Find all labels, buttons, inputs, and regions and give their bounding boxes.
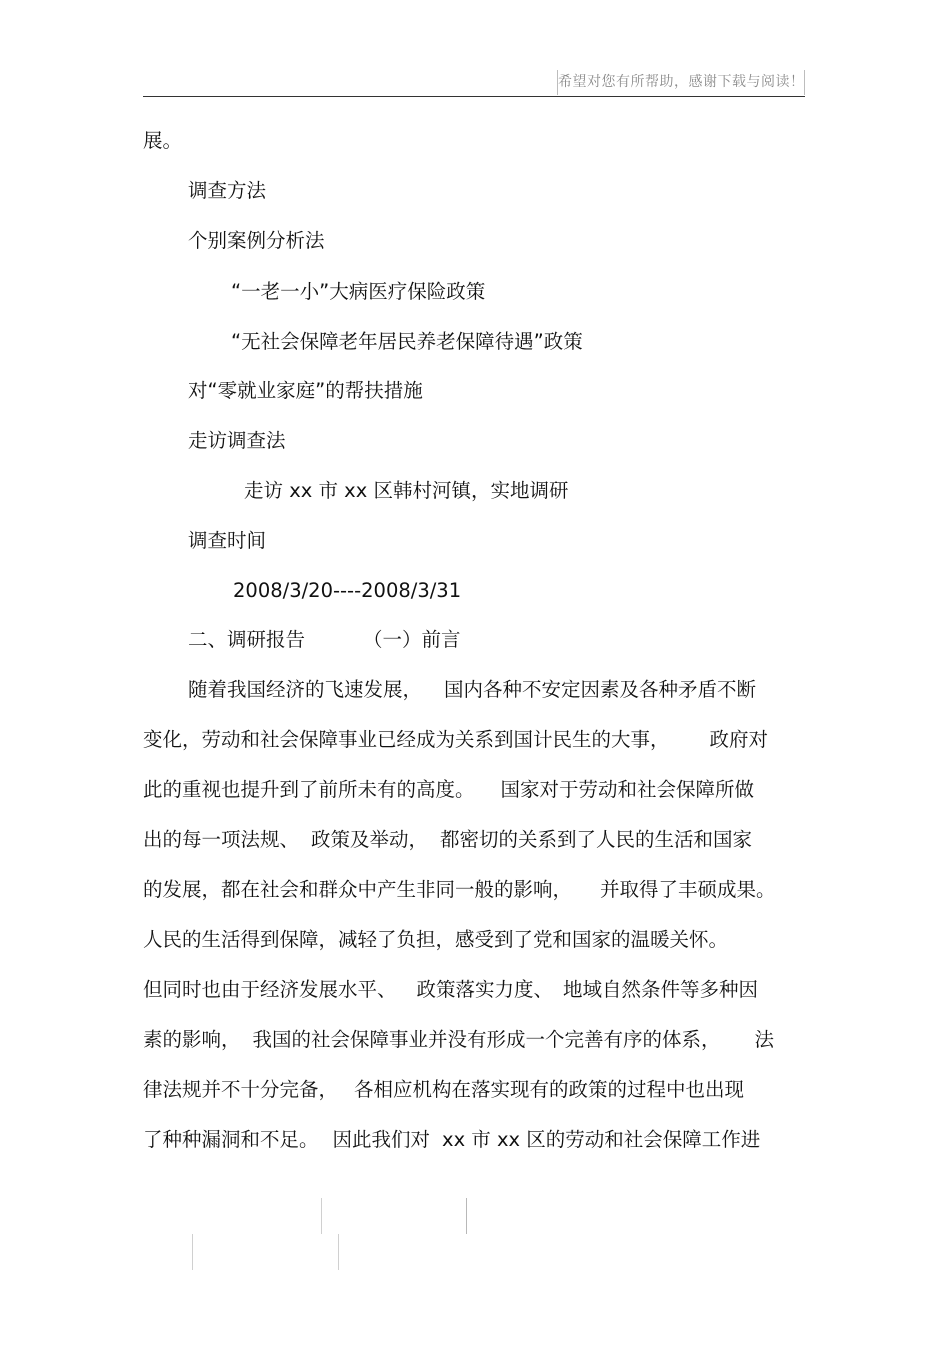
paragraph-line [143, 1027, 774, 1053]
text-segment: 国家对于劳动和社会保障所做 [500, 778, 755, 801]
header-note: 希望对您有所帮助，感谢下载与阅读！ [557, 70, 805, 95]
paragraph-line [143, 977, 758, 1003]
paragraph-line: 人民的生活得到保障，减轻了负担，感受到了党和国家的温暖关怀。 [143, 928, 729, 951]
date-range: 2008/3/20----2008/3/31 [233, 579, 462, 602]
text-segment: 出的每一项法规、 [143, 828, 300, 851]
scan-artifact-line [192, 1234, 193, 1270]
subsection-heading: 个别案例分析法 [188, 229, 325, 252]
scan-artifact-line [338, 1234, 339, 1270]
text-segment: 此的重视也提升到了前所未有的高度。 [143, 778, 475, 801]
text-segment: 政策落实力度、 [416, 978, 554, 1001]
text-segment: 我国的社会保障事业并没有形成一个完善有序的体系， [252, 1028, 721, 1051]
list-item: “无社会保障老年居民养老保障待遇”政策 [231, 330, 583, 353]
paragraph-line [143, 727, 768, 753]
section-heading: 调查方法 [188, 179, 267, 202]
text-segment: 变化，劳动和社会保障事业已经成为关系到国计民生的大事， [143, 728, 670, 751]
text-segment: 并取得了丰硕成果。 [600, 878, 776, 901]
paragraph-line [143, 877, 776, 903]
scan-artifact-line [466, 1198, 467, 1234]
list-item: “一老一小”大病医疗保险政策 [231, 280, 486, 303]
text-segment: xx 市 xx 区的劳动和社会保障工作进 [442, 1128, 761, 1151]
text-segment: 律法规并不十分完备， [143, 1078, 339, 1101]
paragraph-line [143, 827, 752, 853]
paragraph-line [188, 677, 756, 703]
list-item: 对“零就业家庭”的帮扶措施 [188, 379, 423, 402]
scan-artifact-line [321, 1198, 322, 1234]
text-segment: 各相应机构在落实现有的政策的过程中也出现 [354, 1078, 745, 1101]
text-segment: 了种种漏洞和不足。 [143, 1128, 319, 1151]
text-segment: 但同时也由于经济发展水平、 [143, 978, 397, 1001]
report-title: 二、调研报告 [188, 628, 306, 651]
paragraph-line [143, 777, 754, 803]
text-line: 展。 [143, 129, 183, 152]
report-heading [188, 627, 461, 653]
text-segment: 政策及举动， [311, 828, 429, 851]
paragraph-line [143, 1077, 744, 1103]
text-segment: 法 [754, 1028, 775, 1051]
header-rule [143, 96, 805, 97]
paragraph-line [143, 1127, 760, 1153]
text-segment: 随着我国经济的飞速发展， [188, 678, 423, 701]
text-segment: 地域自然条件等多种因 [563, 978, 759, 1001]
text-segment: 素的影响， [143, 1028, 241, 1051]
subsection-heading: 走访调查法 [188, 429, 286, 452]
text-segment: 的发展，都在社会和群众中产生非同一般的影响， [143, 878, 573, 901]
list-item: 走访 xx 市 xx 区韩村河镇，实地调研 [244, 479, 569, 502]
text-segment: 都密切的关系到了人民的生活和国家 [440, 828, 753, 851]
text-segment: 因此我们对 [332, 1128, 431, 1151]
foreword-title: （一）前言 [363, 628, 461, 651]
text-segment: 国内各种不安定因素及各种矛盾不断 [444, 678, 757, 701]
section-heading: 调查时间 [188, 529, 267, 552]
text-segment: 政府对 [709, 728, 769, 751]
